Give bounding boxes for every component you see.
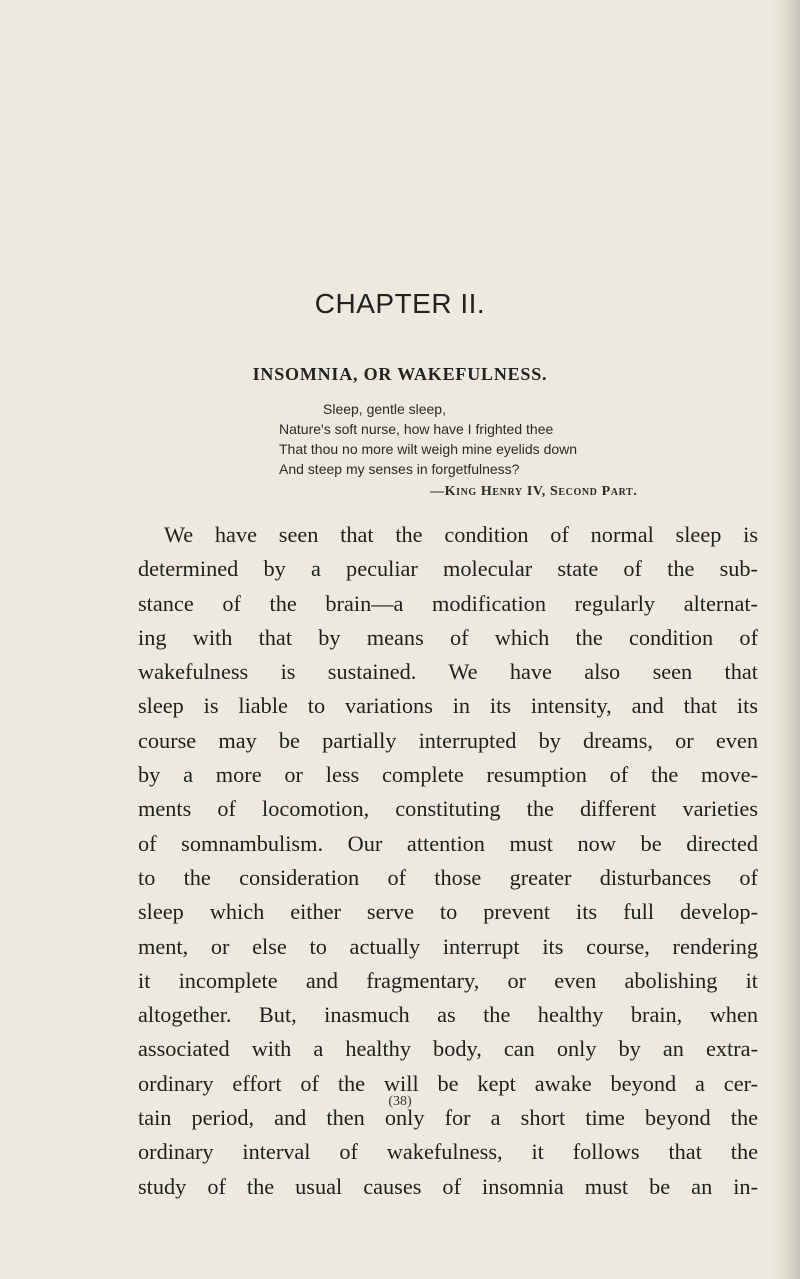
body-line: of somnambulism. Our attention must now be directed <box>138 830 758 856</box>
epigraph-line: That thou no more wilt weigh mine eyelids down <box>279 441 578 457</box>
body-line: altogether. But, inasmuch as the healthy brain, when <box>138 1002 758 1028</box>
body-line: study of the usual causes of insomnia must be an in- <box>138 1173 758 1199</box>
body-line: stance of the brain—a modification regularly alternat- <box>138 590 758 616</box>
body-line: ordinary effort of the will be kept awake beyond a cer- <box>138 1070 758 1096</box>
body-line: ments of locomotion, constituting the different varieties <box>138 796 758 822</box>
body-line: ing with that by means of which the condition of <box>138 624 758 650</box>
epigraph-line: Nature's soft nurse, how have I frighted thee <box>279 421 554 437</box>
body-line: associated with a healthy body, can only by an extra- <box>138 1036 758 1062</box>
body-line: to the consideration of those greater disturbances of <box>138 864 758 890</box>
body-line: ordinary interval of wakefulness, it follows that the <box>138 1139 758 1165</box>
page-number: (38) <box>388 1094 412 1109</box>
chapter-title: CHAPTER II. <box>314 288 486 319</box>
epigraph-line: And steep my senses in forgetfulness? <box>279 461 520 477</box>
epigraph <box>279 399 749 479</box>
body-line: tain period, and then only for a short time beyond the <box>138 1105 758 1131</box>
body-line: We have seen that the condition of normal sleep is <box>164 522 758 547</box>
epigraph-attribution: —King Henry IV, Second Part. <box>430 484 638 499</box>
body-line: sleep is liable to variations in its intensity, and that its <box>138 693 758 719</box>
body-line: determined by a peculiar molecular state of the sub- <box>138 556 758 582</box>
body-line: by a more or less complete resumption of the move- <box>138 762 758 788</box>
epigraph-line: Sleep, gentle sleep, <box>323 401 446 417</box>
body-line: ment, or else to actually interrupt its course, rendering <box>138 933 758 959</box>
body-line: wakefulness is sustained. We have also seen that <box>138 659 758 685</box>
chapter-subtitle: INSOMNIA, OR WAKEFULNESS. <box>252 364 548 384</box>
body-line: sleep which either serve to prevent its full develop- <box>138 899 758 925</box>
body-line: course may be partially interrupted by dreams, or even <box>138 727 758 753</box>
body-line: it incomplete and fragmentary, or even abolishing it <box>138 967 758 993</box>
